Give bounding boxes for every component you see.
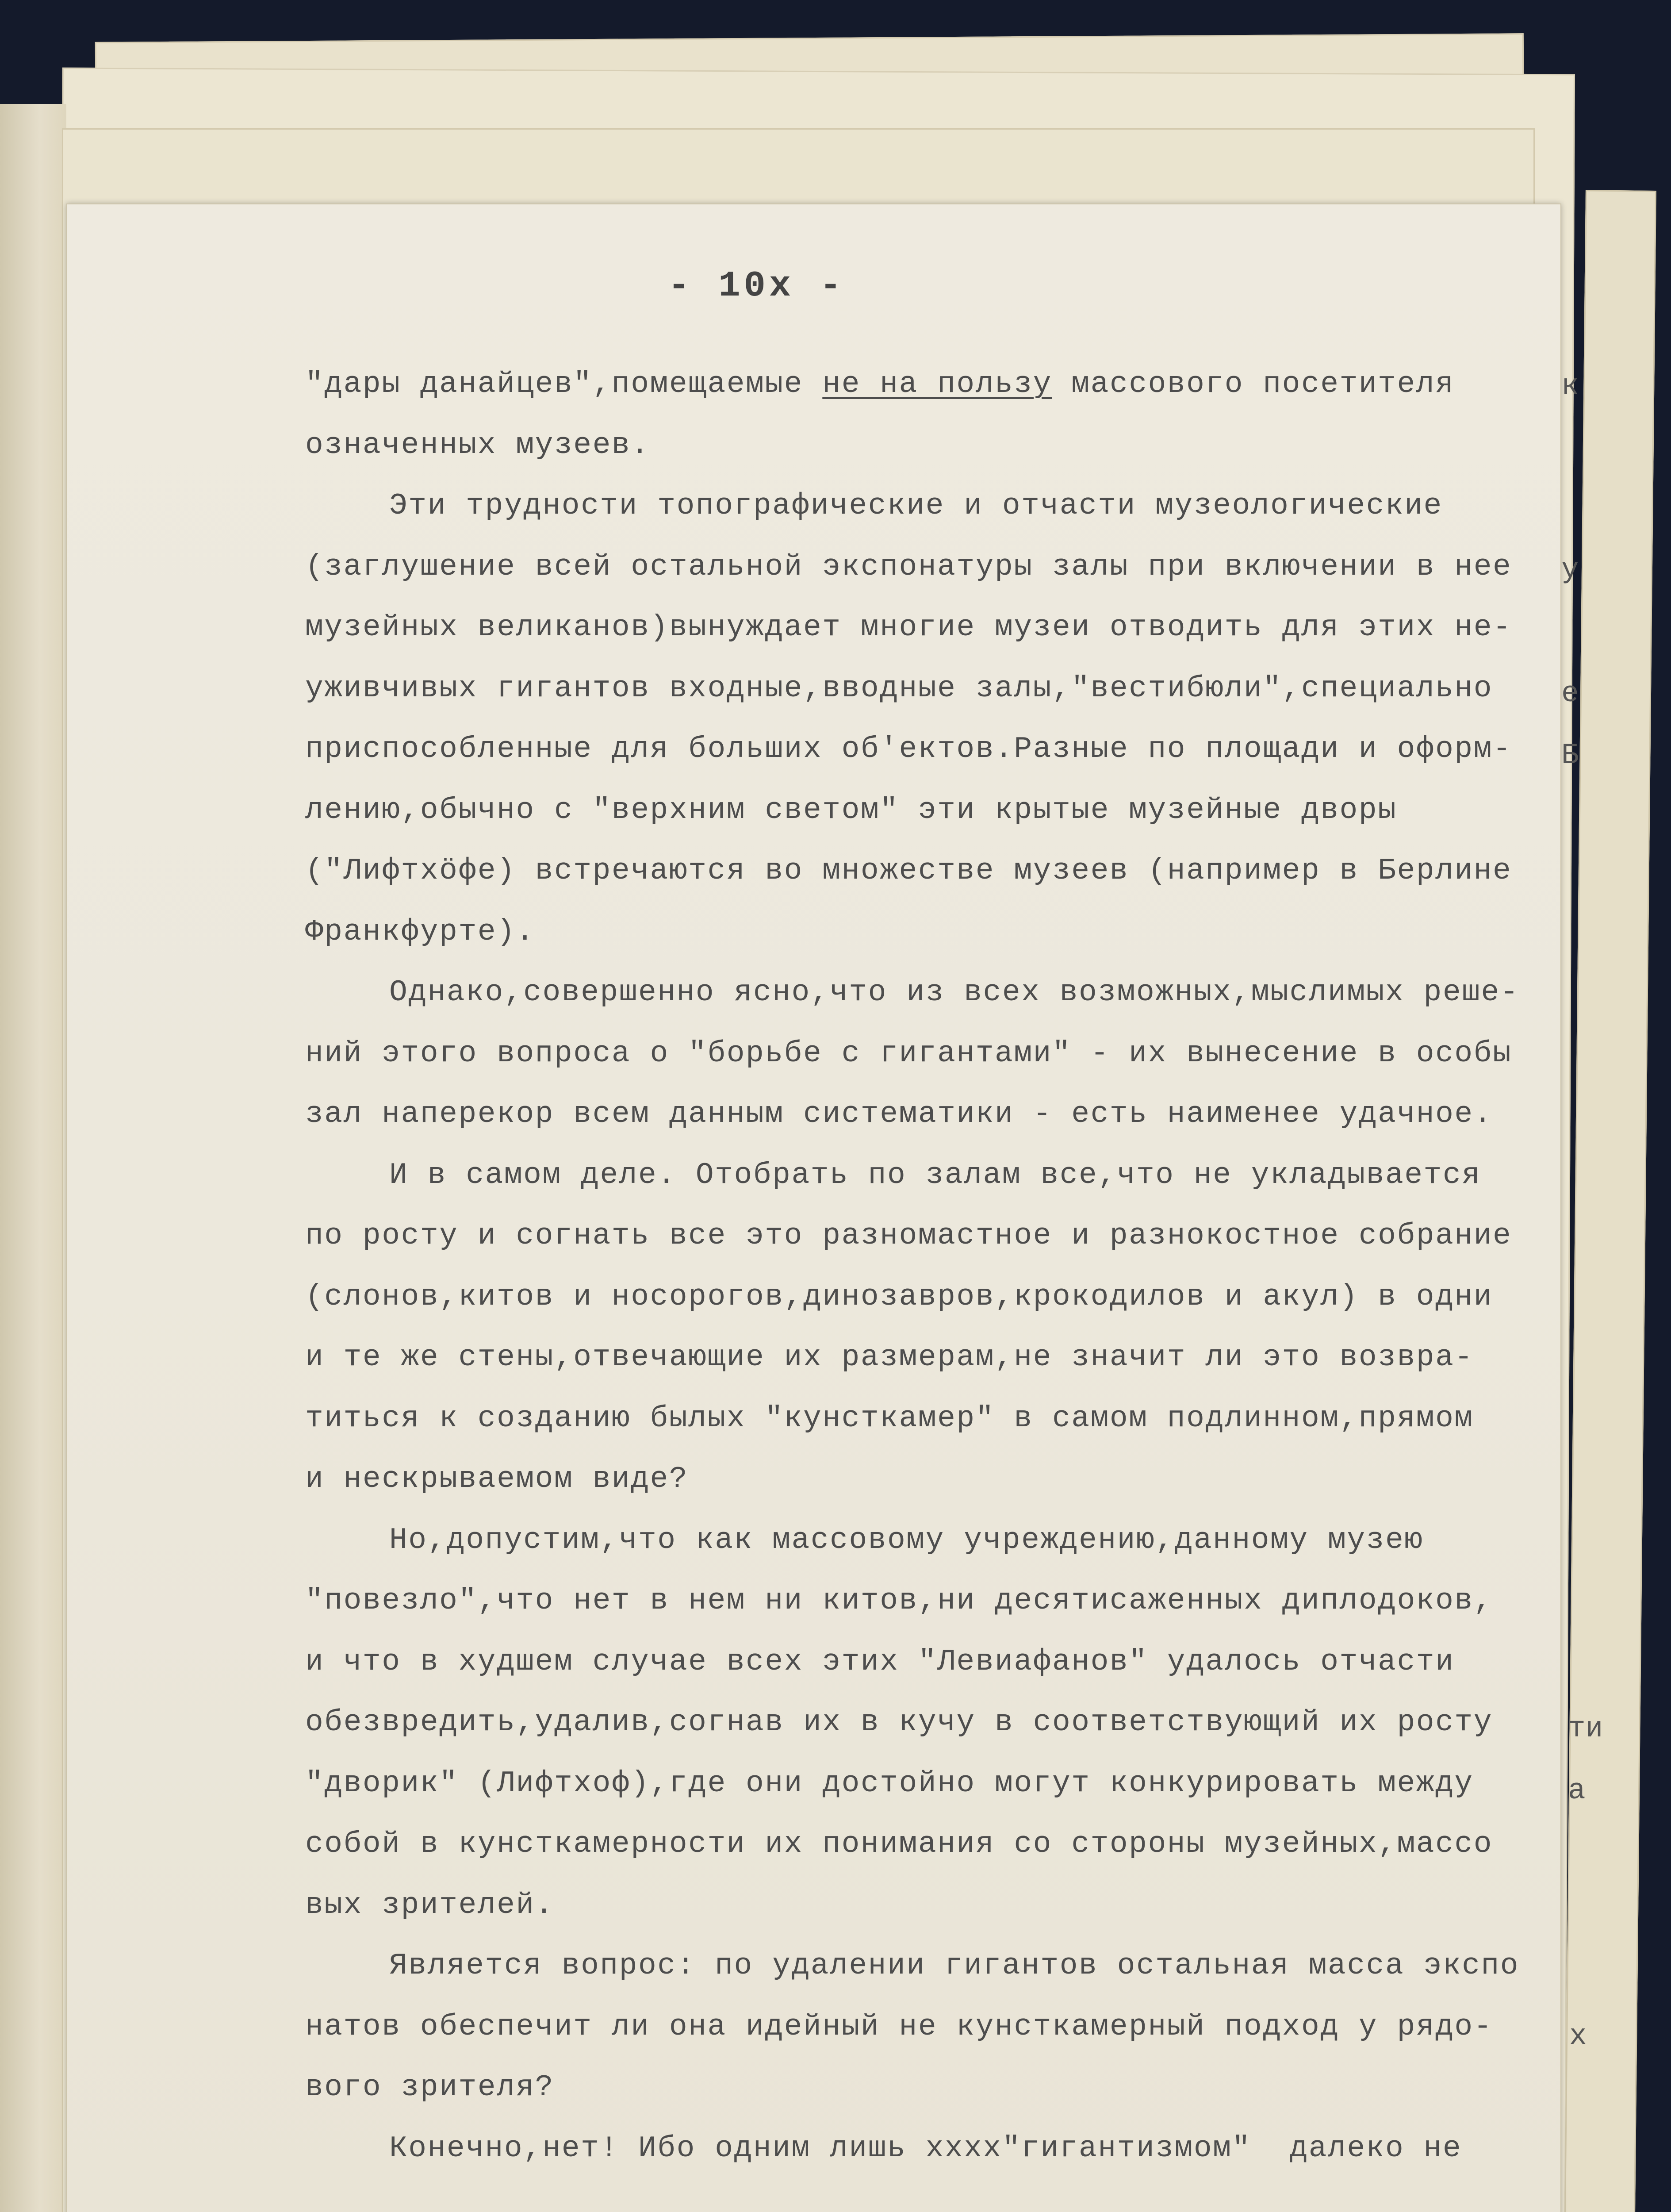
text-line bbox=[305, 1327, 1570, 1388]
text-line bbox=[305, 1814, 1570, 1875]
text-line bbox=[305, 2057, 1570, 2118]
text-line bbox=[305, 1449, 1570, 1510]
text-line-content: собой в кунсткамерности их понимания со стороны музейных,массо bbox=[305, 1827, 1493, 1861]
text-line bbox=[305, 1267, 1570, 1328]
text-line bbox=[305, 1753, 1570, 1814]
right-sheet-edge bbox=[1564, 190, 1656, 2212]
underlined-phrase: не на пользу bbox=[822, 367, 1052, 401]
text-line bbox=[305, 902, 1570, 963]
text-line bbox=[305, 1023, 1570, 1084]
text-line-content: (слонов,китов и носорогов,динозавров,крокодилов и акул) в одни bbox=[305, 1279, 1493, 1314]
text-line-content: по росту и согнать все это разномастное и разнокостное собрание bbox=[305, 1219, 1512, 1253]
text-line bbox=[305, 841, 1570, 902]
text-line-content: означенных музеев. bbox=[305, 428, 650, 462]
text-line-content: и нескрываемом виде? bbox=[305, 1462, 689, 1496]
text-line-content: Эти трудности топографические и отчасти музеологические bbox=[389, 489, 1443, 523]
margin-note: ти bbox=[1568, 1712, 1603, 1745]
text-line-content: И в самом деле. Отобрать по залам все,что не укладывается bbox=[389, 1158, 1481, 1192]
text-line-rest: массового посетителя bbox=[1052, 367, 1455, 401]
text-line-content: и что в худшем случае всех этих "Левиафанов" удалось отчасти bbox=[305, 1644, 1455, 1679]
text-line bbox=[305, 962, 1570, 1023]
text-line bbox=[305, 1875, 1570, 1936]
page-number: - 10х - bbox=[668, 265, 845, 307]
text-line bbox=[305, 1632, 1570, 1693]
text-line bbox=[305, 719, 1570, 780]
text-line-content: "дворик" (Лифтхоф),где они достойно могут конкурировать между bbox=[305, 1766, 1474, 1801]
text-line-content: титься к созданию былых "кунсткамер" в самом подлинном,прямом bbox=[305, 1401, 1474, 1436]
text-line bbox=[305, 1510, 1570, 1571]
text-line-content: лению,обычно с "верхним светом" эти крытые музейные дворы bbox=[305, 793, 1397, 827]
text-line bbox=[305, 780, 1570, 841]
text-line-content: Однако,совершенно ясно,что из всех возможных,мыслимых реше- bbox=[389, 975, 1520, 1010]
text-line bbox=[305, 1145, 1570, 1206]
margin-note: а bbox=[1568, 1774, 1586, 1807]
margin-note: Б bbox=[1561, 739, 1579, 772]
typed-text-body bbox=[305, 354, 1570, 2179]
text-line bbox=[305, 1388, 1570, 1449]
text-line-content: Франкфурте). bbox=[305, 914, 535, 949]
text-line-content: ний этого вопроса о "борьбе с гигантами" - их вынесение в особы bbox=[305, 1036, 1512, 1071]
text-line-content: уживчивых гигантов входные,вводные залы,"вестибюли",специально bbox=[305, 671, 1493, 706]
text-line-content: вых зрителей. bbox=[305, 1888, 554, 1922]
text-line-content: и те же стены,отвечающие их размерам,не значит ли это возвра- bbox=[305, 1340, 1474, 1375]
text-line bbox=[305, 1692, 1570, 1753]
text-line bbox=[305, 476, 1570, 537]
margin-note: к bbox=[1561, 369, 1579, 403]
left-binding-edge bbox=[0, 104, 66, 2212]
text-line-content: "дары данайцев",помещаемые bbox=[305, 367, 823, 401]
text-line bbox=[305, 415, 1570, 476]
text-line-content: "повезло",что нет в нем ни китов,ни десятисаженных диплодоков, bbox=[305, 1584, 1493, 1618]
text-line-content: ("Лифтхöфе) встречаются во множестве музеев (например в Берлине bbox=[305, 854, 1512, 888]
text-line-content: Является вопрос: по удалении гигантов остальная масса экспо bbox=[389, 1949, 1520, 1983]
text-line-content: натов обеспечит ли она идейный не кунсткамерный подход у рядо- bbox=[305, 2009, 1493, 2044]
text-line bbox=[305, 1997, 1570, 2058]
text-line bbox=[305, 1571, 1570, 1632]
text-line-content: Конечно,нет! Ибо одним лишь хххх"гигантизмом" далеко не bbox=[389, 2131, 1462, 2166]
text-line-content: вого зрителя? bbox=[305, 2070, 554, 2104]
text-line-content: зал наперекор всем данным систематики - есть наименее удачное. bbox=[305, 1097, 1493, 1131]
text-line bbox=[305, 354, 1570, 415]
text-line-content: (заглушение всей остальной экспонатуры залы при включении в нее bbox=[305, 549, 1512, 584]
text-line bbox=[305, 1936, 1570, 1997]
text-line bbox=[305, 537, 1570, 598]
text-line bbox=[305, 597, 1570, 658]
text-line-content: музейных великанов)вынуждает многие музеи отводить для этих не- bbox=[305, 611, 1512, 645]
text-line bbox=[305, 658, 1570, 719]
margin-note: х bbox=[1569, 2020, 1587, 2053]
margin-note: у bbox=[1561, 553, 1579, 586]
text-line bbox=[305, 2118, 1570, 2179]
text-line-content: Но,допустим,что как массовому учреждению,данному музею bbox=[389, 1523, 1424, 1557]
text-line-content: обезвредить,удалив,согнав их в кучу в соответствующий их росту bbox=[305, 1705, 1493, 1740]
text-line-content: приспособленные для больших об'ектов.Разные по площади и оформ- bbox=[305, 732, 1512, 766]
text-line bbox=[305, 1084, 1570, 1145]
margin-note: е bbox=[1561, 677, 1579, 710]
text-line bbox=[305, 1206, 1570, 1267]
